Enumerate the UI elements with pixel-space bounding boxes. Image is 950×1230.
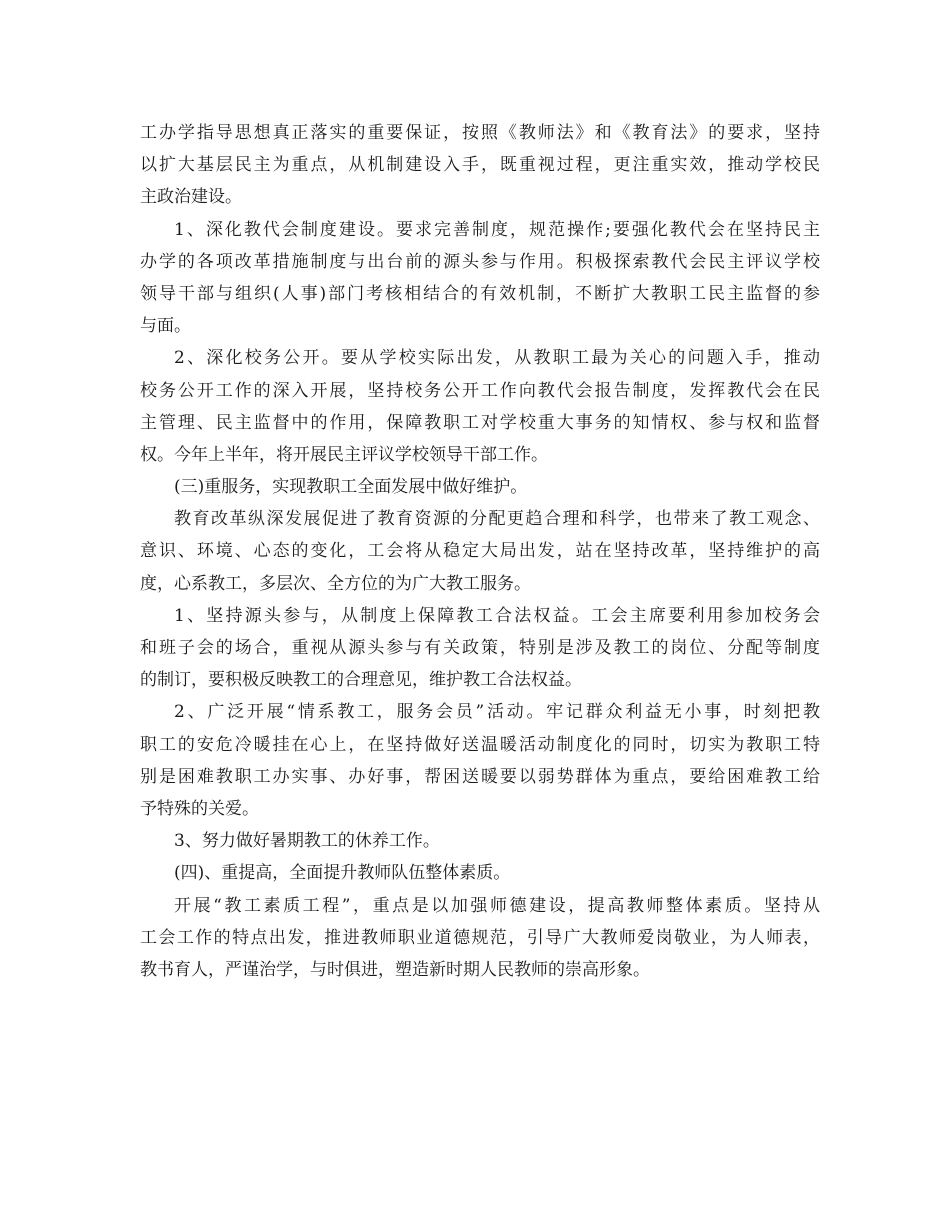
text-line: 主政治建设。: [140, 187, 242, 208]
text-line: 权。今年上半年，将开展民主评议学校领导干部工作。: [140, 444, 548, 465]
text-line: 1、深化教代会制度建设。要求完善制度，规范操作;要强化教代会在坚持民主: [174, 219, 820, 240]
text-line: 2、广泛开展“情系教工，服务会员”活动。牢记群众利益无小事，时刻把教: [174, 702, 820, 723]
text-line: 别是困难教职工办实事、办好事，帮困送暖要以弱势群体为重点，要给困难教工给: [140, 766, 820, 787]
text-line: 与面。: [140, 316, 191, 337]
text-line: (四)、重提高，全面提升教师队伍整体素质。: [174, 863, 511, 884]
text-line: 1、坚持源头参与，从制度上保障教工合法权益。工会主席要利用参加校务会: [174, 605, 820, 626]
text-line: 意识、环境、心态的变化，工会将从稳定大局出发，站在坚持改革，坚持维护的高: [140, 541, 820, 562]
text-line: (三)重服务，实现教职工全面发展中做好维护。: [174, 477, 528, 498]
text-line: 校务公开工作的深入开展，坚持校务公开工作向教代会报告制度，发挥教代会在民: [140, 380, 820, 401]
text-line: 主管理、民主监督中的作用，保障教职工对学校重大事务的知情权、参与权和监督: [140, 412, 820, 433]
text-line: 2、深化校务公开。要从学校实际出发，从教职工最为关心的问题入手，推动: [174, 348, 820, 369]
text-line: 以扩大基层民主为重点，从机制建设入手，既重视过程，更注重实效，推动学校民: [140, 155, 820, 176]
text-line: 度，心系教工，多层次、全方位的为广大教工服务。: [140, 573, 531, 594]
text-line: 开展“教工素质工程”，重点是以加强师德建设，提高教师整体素质。坚持从: [174, 895, 820, 916]
text-line: 予特殊的关爱。: [140, 798, 259, 819]
text-line: 职工的安危冷暖挂在心上，在坚持做好送温暖活动制度化的同时，切实为教职工特: [140, 734, 820, 755]
text-line: 工会工作的特点出发，推进教师职业道德规范，引导广大教师爱岗敬业，为人师表，: [140, 927, 820, 948]
text-line: 和班子会的场合，重视从源头参与有关政策，特别是涉及教工的岗位、分配等制度: [140, 638, 820, 658]
text-line: 的制订，要积极反映教工的合理意见，维护教工合法权益。: [140, 670, 582, 691]
text-line: 工办学指导思想真正落实的重要保证，按照《教师法》和《教育法》的要求，坚持: [140, 123, 820, 143]
text-line: 领导干部与组织(人事)部门考核相结合的有效机制，不断扩大教职工民主监督的参: [140, 283, 820, 304]
text-line: 教书育人，严谨治学，与时俱进，塑造新时期人民教师的崇高形象。: [140, 959, 650, 980]
document-body: [140, 117, 820, 986]
text-line: 办学的各项改革措施制度与出台前的源头参与作用。积极探索教代会民主评议学校: [140, 251, 820, 272]
text-line: 教育改革纵深发展促进了教育资源的分配更趋合理和科学，也带来了教工观念、: [174, 509, 820, 530]
text-line: 3、努力做好暑期教工的休养工作。: [174, 831, 440, 852]
